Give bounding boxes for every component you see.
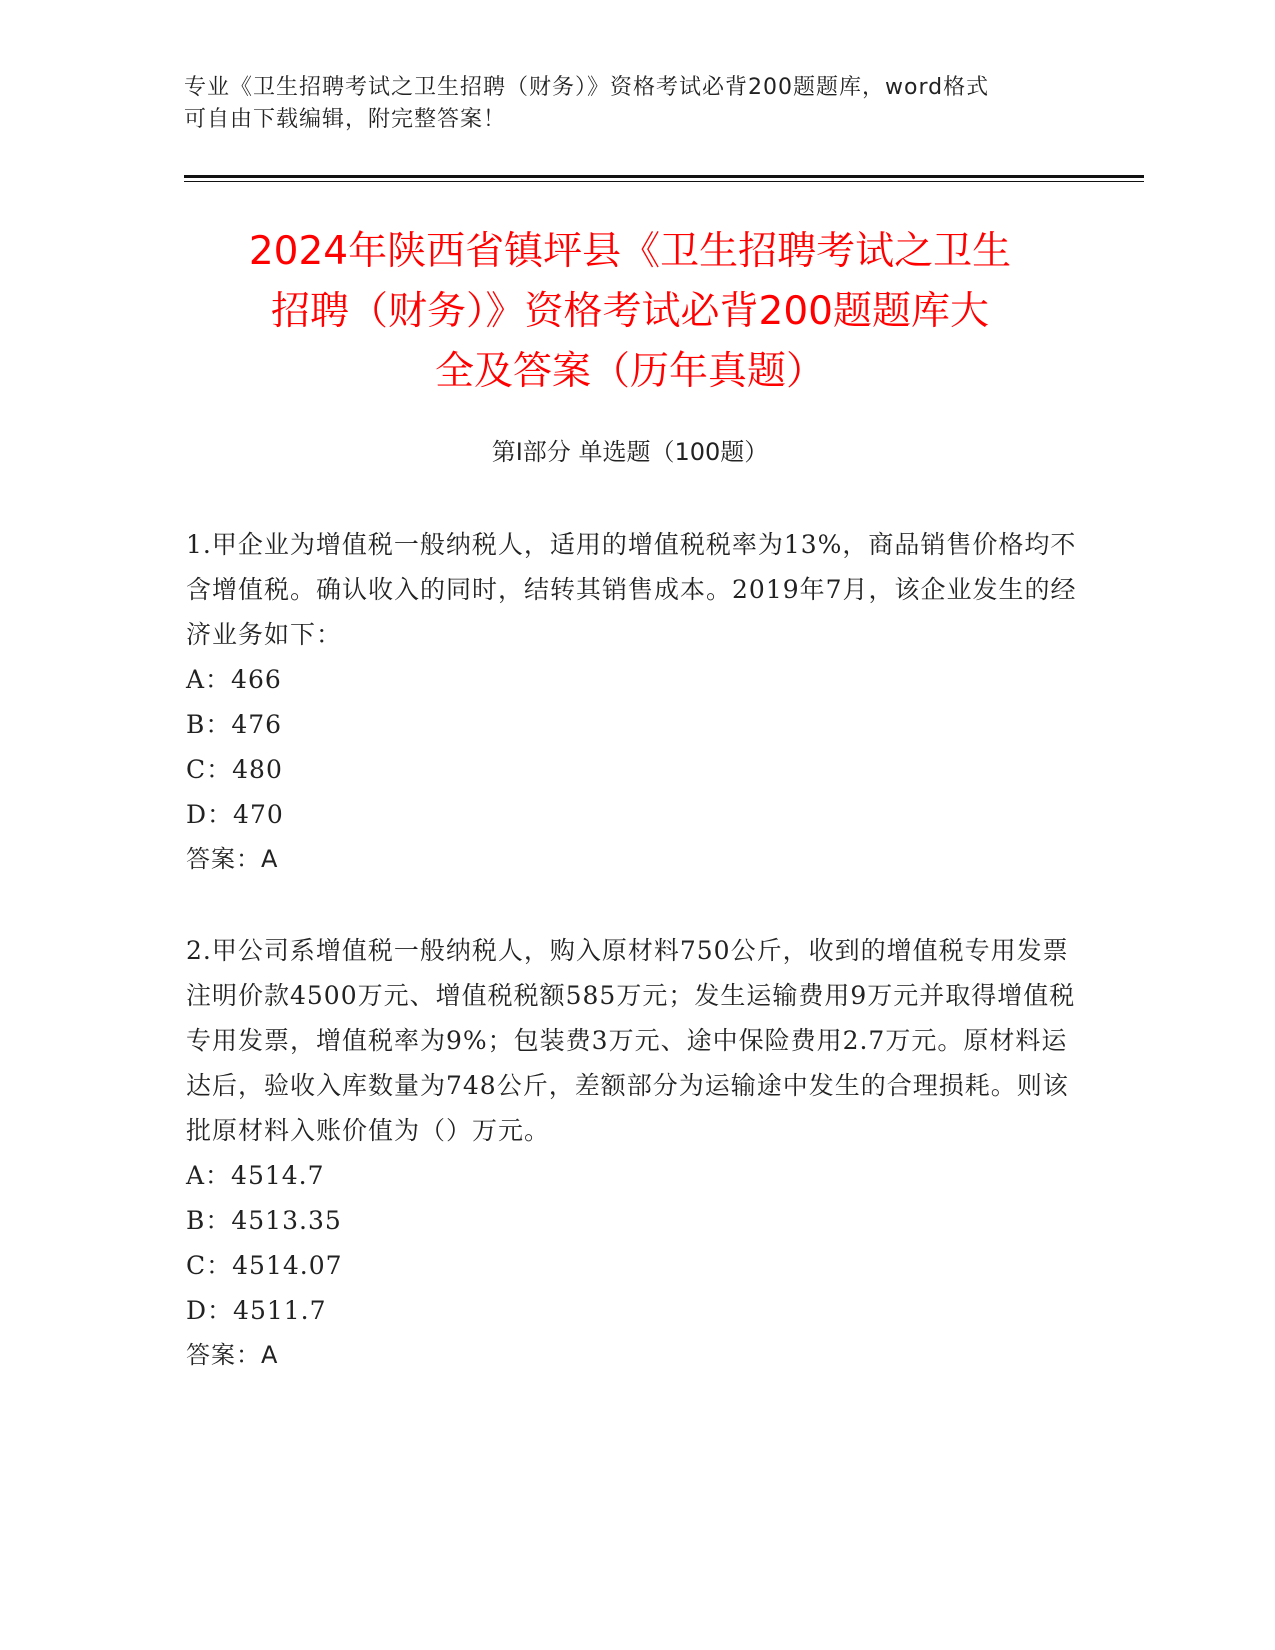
answer: 答案：A [186,1341,279,1369]
option-c: C：480 [186,755,283,784]
question-stem: 1.甲企业为增值税一般纳税人，适用的增值税税率为13%，商品销售价格均不含增值税。确认收入的同时，结转其销售成本。2019年7月，该企业发生的经济业务如下： [186,530,1077,649]
document-title [160,222,1100,402]
option-a: A：466 [186,665,282,694]
question-stem: 2.甲公司系增值税一般纳税人，购入原材料750公斤，收到的增值税专用发票注明价款4500万元、增值税税额585万元；发生运输费用9万元并取得增值税专用发票，增值税率为9%；包装费3万元、途中保险费用2.7万元。原材料运达后，验收入库数量为748公斤，差额部分为运输途中发生的合理损耗。则该批原材料入账价值为（）万元。 [186,936,1076,1145]
option-c: C：4514.07 [186,1251,343,1280]
question-2 [186,928,1086,1378]
question-1 [186,522,1086,882]
header-note [184,72,1054,136]
option-b: B：4513.35 [186,1206,342,1235]
header-note-line-1: 专业《卫生招聘考试之卫生招聘（财务）》资格考试必背200题题库，word格式 [184,75,990,100]
document-title-line-3: 全及答案（历年真题） [434,349,825,394]
header-divider-thin [184,181,1144,182]
option-d: D：470 [186,800,284,829]
option-a: A：4514.7 [186,1161,325,1190]
header-note-line-2: 可自由下载编辑，附完整答案！ [184,107,507,132]
answer: 答案：A [186,845,279,873]
section-heading: 第I部分 单选题（100题） [491,438,769,466]
header-divider-thick [184,175,1144,178]
option-b: B：476 [186,710,283,739]
document-title-line-2: 招聘（财务）》资格考试必背200题题库大 [271,289,989,334]
option-d: D：4511.7 [186,1296,327,1325]
document-title-line-1: 2024年陕西省镇坪县《卫生招聘考试之卫生 [248,229,1012,274]
